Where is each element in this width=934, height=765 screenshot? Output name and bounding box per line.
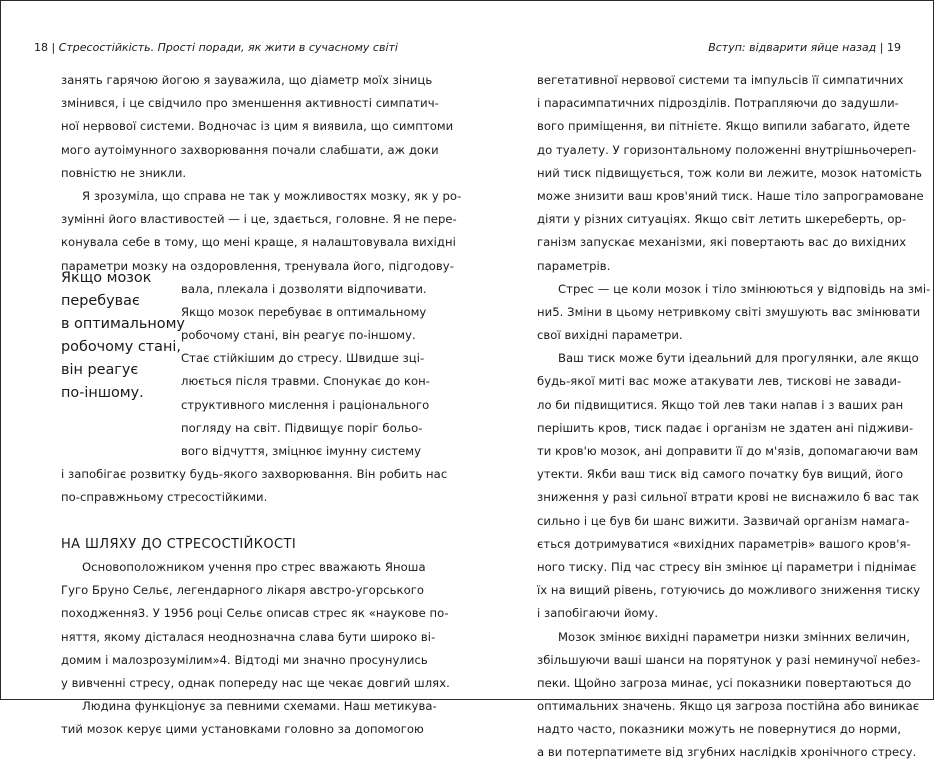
pullquote-line: в оптимальному — [61, 316, 185, 332]
text-line: Основоположником учення про стрес вважають Яноша — [82, 559, 426, 574]
text-line: збільшуючи ваші шанси на порятунок у разі неминучої небез- — [537, 652, 921, 667]
text-line: Людина функціонує за певними схемами. Наш метикува- — [82, 699, 437, 714]
text-line: у вивченні стресу, однак попереду нас ще чекає довгий шлях. — [61, 675, 450, 690]
text-line: ти кров'ю мозок, ані доправити її до м'язів, допомагаючи вам — [537, 444, 919, 458]
blank-line — [61, 510, 405, 533]
text-line: Мозок змінює вихідні параметри низки змінних величин, — [558, 629, 910, 644]
text-line: пеки. Щойно загроза минає, усі показники повертаються до — [537, 675, 912, 690]
right-running-head — [708, 41, 901, 54]
text-line: ного тиску. Під час стресу він змінює ці параметри і піднімає — [537, 559, 917, 574]
left-body-text — [61, 69, 462, 741]
pullquote-line: робочому стані, — [61, 339, 181, 355]
text-line: ної нервової системи. Водночас із цим я виявила, що симптоми — [61, 119, 454, 134]
text-line: Якщо мозок перебуває в оптимальному — [181, 304, 427, 319]
text-line: сильно і це був би шанс вижити. Зазвичай організм намага- — [537, 513, 910, 528]
text-line: змінився, і це свідчило про зменшення активності симпатич- — [61, 96, 439, 111]
text-line: і запобігаючи йому. — [537, 606, 659, 621]
text-line: параметри мозку на оздоровлення, тренувала його, підгодову- — [61, 258, 454, 273]
pullquote-line: по-іншому. — [61, 385, 144, 401]
text-line: перішить кров, тиск падає і організм не здатен ані підживи- — [537, 420, 914, 435]
text-line: ло би підвищитися. Якщо той лев таки напав і з ваших ран — [537, 397, 904, 412]
text-line: Стрес — це коли мозок і тіло змінюються у відповідь на змі- — [558, 281, 931, 296]
right-body-text — [537, 69, 931, 765]
pullquote-line: він реагує — [61, 362, 139, 378]
text-line: параметрів. — [537, 258, 611, 273]
pullquote-line: перебуває — [61, 293, 140, 309]
pullquote-line: Якщо мозок — [61, 270, 152, 286]
text-line: погляду на світ. Підвищує поріг больо- — [181, 420, 423, 435]
right-page — [467, 1, 933, 760]
running-head-separator: | — [879, 41, 887, 54]
text-line: може знизити ваш кров'яний тиск. Наше тіло запрограмоване — [537, 188, 924, 203]
text-line: а ви потерпатимете від згубних наслідків хронічного стресу. — [537, 745, 917, 760]
text-line: конувала себе в тому, що мені краще, я налаштовувала вихідні — [61, 235, 456, 250]
text-line: діяти у різних ситуаціях. Якщо світ летить шкереберть, ор- — [537, 212, 907, 227]
running-head-separator: | — [51, 41, 59, 54]
text-line: Стає стійкішим до стресу. Швидше зці- — [181, 351, 425, 366]
text-line: до туалету. У горизонтальному положенні внутрішньочереп- — [537, 142, 917, 157]
section-heading: НА ШЛЯХУ ДО СТРЕСОСТІЙКОСТІ — [61, 536, 297, 552]
text-line: вала, плекала і дозволяти відпочивати. — [181, 281, 427, 296]
text-line: вого відчуття, зміцнює імунну систему — [181, 444, 422, 458]
text-line: робочому стані, він реагує по-іншому. — [181, 328, 416, 343]
text-line: мого аутоімунного захворювання почали слабшати, аж доки — [61, 142, 439, 157]
text-line: походження3. У 1956 році Сельє описав стрес як «наукове по- — [61, 606, 449, 621]
right-page-number: 19 — [887, 41, 901, 54]
text-line: вегетативної нервової системи та імпульсів її симпатичних — [537, 73, 904, 87]
left-running-title: Стресостійкість. Прості поради, як жити в сучасному світі — [58, 41, 398, 54]
text-line: занять гарячою йогою я зауважила, що діаметр моїх зіниць — [61, 73, 433, 87]
right-running-title: Вступ: відварити яйце назад — [708, 41, 877, 54]
text-line: оптимальних значень. Якщо ця загроза постійна або виникає — [537, 699, 920, 714]
text-line: структивного мислення і раціонального — [181, 397, 430, 412]
text-line: і парасимпатичних підрозділів. Потрапляючи до задушли- — [537, 96, 899, 111]
text-line: тий мозок керує цими установками головно за допомогою — [61, 722, 424, 737]
text-line: повністю не зникли. — [61, 165, 187, 180]
text-line: вого приміщення, ви пітнієте. Якщо випили забагато, йдете — [537, 119, 911, 134]
text-line: ний тиск підвищується, тож коли ви лежите, мозок натомість — [537, 165, 923, 180]
text-line: ється дотримуватися «вихідних параметрів» вашого кров'я- — [537, 536, 911, 551]
text-line: люється після травми. Спонукає до кон- — [181, 374, 431, 389]
text-line: зниження у разі сильної втрати крові не виснажило б вас так — [537, 490, 920, 505]
left-running-head — [34, 41, 398, 54]
text-line: будь-якої миті вас може атакувати лев, тискові не завади- — [537, 374, 902, 389]
text-line: їх на вищий рівень, готуючись до можливого зниження тиску — [537, 583, 921, 598]
text-line: Ваш тиск може бути ідеальний для прогулянки, але якщо — [558, 351, 919, 366]
text-line: ганізм запускає механізми, які повертають вас до вихідних — [537, 235, 907, 250]
text-line: Гуго Бруно Сельє, легендарного лікаря австро-угорського — [61, 583, 425, 598]
text-line: Я зрозуміла, що справа не так у можливостях мозку, як у ро- — [82, 188, 462, 203]
text-line: і запобігає розвитку будь-якого захворювання. Він робить нас — [61, 467, 448, 482]
text-line: няття, якому дісталася неоднозначна слава бути широко ві- — [61, 629, 436, 644]
text-line: свої вихідні параметри. — [537, 328, 683, 343]
text-line: надто часто, показники можуть не повернутися до норми, — [537, 722, 902, 737]
left-page-number: 18 — [34, 41, 48, 54]
left-page — [1, 1, 467, 737]
text-line: ни5. Зміни в цьому нетривкому світі змушують вас змінювати — [537, 304, 921, 319]
text-line: зумінні його властивостей — і це, здається, головне. Я не пере- — [61, 212, 457, 227]
text-line: утекти. Якби ваш тиск від самого початку був вищий, його — [537, 467, 904, 482]
text-line: домим і малозрозумілим»4. Відтоді ми значно просунулись — [61, 652, 428, 667]
text-line: по-справжньому стресостійкими. — [61, 490, 268, 505]
